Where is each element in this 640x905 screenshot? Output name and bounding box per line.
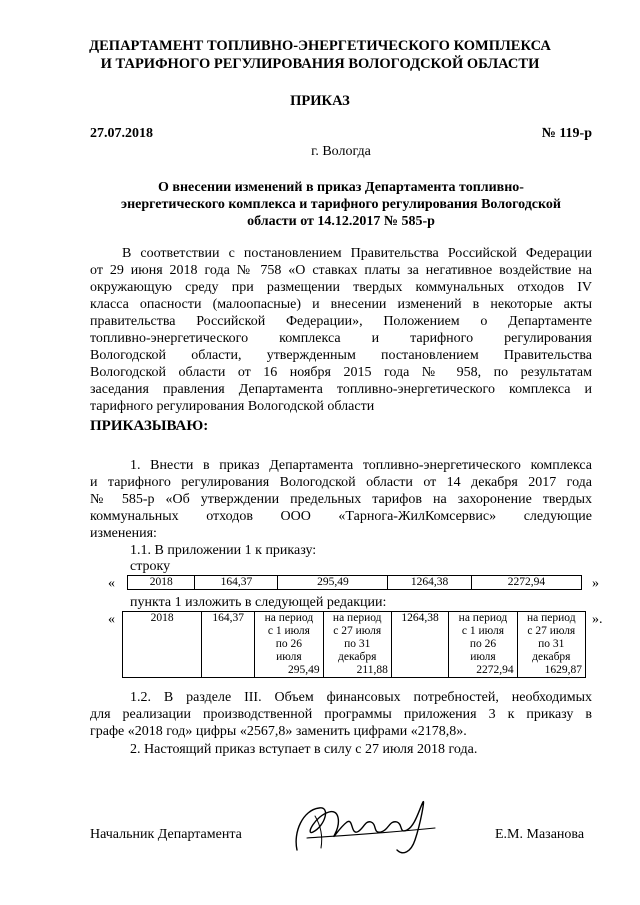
- table-cell-period: на период с 1 июля по 26 июля 2272,94: [449, 612, 517, 678]
- quote-close: »: [592, 576, 599, 591]
- table-cell: 1264,38: [391, 612, 448, 678]
- table-cell-period: на период с 27 июля по 31 декабря 211,88: [323, 612, 391, 678]
- document-city: г. Вологда: [311, 144, 371, 159]
- table-cell-period: на период с 27 июля по 31 декабря 1629,87: [517, 612, 585, 678]
- preamble-line: окружающую среду при размещении твердых коммунальных отходов IV: [90, 280, 592, 295]
- item1-line: изменения:: [90, 526, 157, 541]
- quote-open: «: [108, 612, 115, 627]
- table-cell: 2018: [128, 576, 195, 590]
- table-cell-period: на период с 1 июля по 26 июля 295,49: [255, 612, 323, 678]
- item1-line: коммунальных отходов ООО «Тарнога-ЖилКомсервис» следующие: [90, 509, 592, 524]
- subject-line1: О внесении изменений в приказ Департамента топливно-: [158, 180, 524, 195]
- quote-open: «: [108, 576, 115, 591]
- signatory-name: Е.М. Мазанова: [495, 827, 585, 842]
- signatory-position: Начальник Департамента: [90, 827, 242, 842]
- item1-line: № 585-р «Об утверждении предельных тарифов на захоронение твердых: [90, 492, 592, 507]
- document-type: ПРИКАЗ: [290, 93, 350, 109]
- table-cell: 2272,94: [471, 576, 581, 590]
- document-number: № 119-р: [541, 126, 592, 141]
- preamble-line: правительства Российской Федерации», Положением о Департаменте: [90, 314, 592, 329]
- old-tariff-row-table: [127, 575, 582, 590]
- table-cell: 2018: [123, 612, 202, 678]
- quote-close: ».: [592, 612, 603, 627]
- preamble-line: от 29 июня 2018 года № 758 «О ставках платы за негативное воздействие на: [90, 263, 592, 278]
- table-cell: 164,37: [195, 576, 278, 590]
- item1-line: 1. Внести в приказ Департамента топливно-энергетического комплекса: [130, 458, 592, 473]
- item1-line: и тарифного регулирования Вологодской области от 14 декабря 2017 года: [90, 475, 592, 490]
- preamble-line: Вологодской области от 16 ноября 2015 года № 958, по результатам: [90, 365, 592, 380]
- preamble-line: класса опасности (малоопасные) и внесении изменений в некоторые акты: [90, 297, 592, 312]
- item1-2-line: для реализации производственной программы приложения 3 к приказу в: [90, 707, 592, 722]
- preamble-line: тарифного регулирования Вологодской области: [90, 399, 375, 414]
- preamble-line: топливно-энергетического комплекса и тарифного регулирования: [90, 331, 592, 346]
- table-cell: 295,49: [278, 576, 388, 590]
- table-row: [123, 612, 586, 678]
- department-name-line1: ДЕПАРТАМЕНТ ТОПЛИВНО-ЭНЕРГЕТИЧЕСКОГО КОМПЛЕКСА: [89, 38, 551, 54]
- subject-line2: энергетического комплекса и тарифного регулирования Вологодской: [121, 197, 561, 212]
- item2-text: 2. Настоящий приказ вступает в силу с 27 июля 2018 года.: [130, 742, 478, 757]
- row-word: строку: [130, 559, 171, 574]
- order-word: ПРИКАЗЫВАЮ:: [90, 418, 209, 434]
- document-date: 27.07.2018: [90, 126, 153, 141]
- preamble-line: Вологодской области, утвержденным постановлением Правительства: [90, 348, 592, 363]
- item1-1-heading: 1.1. В приложении 1 к приказу:: [130, 543, 317, 558]
- department-name-line2: И ТАРИФНОГО РЕГУЛИРОВАНИЯ ВОЛОГОДСКОЙ ОБЛАСТИ: [100, 56, 540, 72]
- table-row: [128, 576, 582, 590]
- handwritten-signature: [285, 792, 455, 862]
- table-cell: 1264,38: [388, 576, 471, 590]
- item1-2-line: 1.2. В разделе III. Объем финансовых потребностей, необходимых: [130, 690, 592, 705]
- subject-line3: области от 14.12.2017 № 585-р: [247, 214, 435, 229]
- preamble-line: заседания правления Департамента топливно-энергетического комплекса и: [90, 382, 592, 397]
- item1-2-line: графе «2018 год» цифры «2567,8» заменить цифрами «2178,8».: [90, 724, 467, 739]
- table-cell: 164,37: [202, 612, 255, 678]
- mid-line: пункта 1 изложить в следующей редакции:: [130, 595, 387, 610]
- preamble-line: В соответствии с постановлением Правительства Российской Федерации: [122, 246, 592, 261]
- new-tariff-row-table: [122, 611, 586, 678]
